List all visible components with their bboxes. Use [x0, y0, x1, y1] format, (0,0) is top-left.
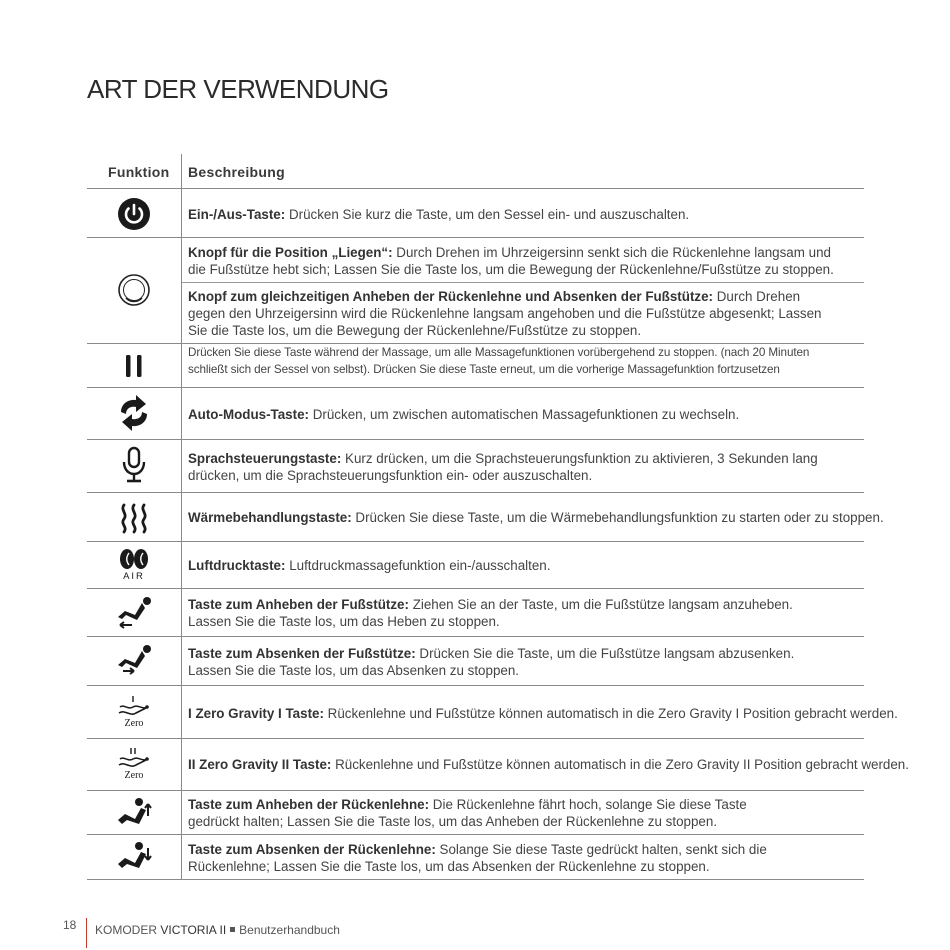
description-text: Drücken Sie diese Taste während der Massage, um alle Massagefunktionen vorübergehend zu stoppen. (nach 20 Minuten: [188, 346, 810, 359]
row-divider: [87, 685, 864, 686]
description-term: Ein-/Aus-Taste:: [188, 207, 286, 222]
row-divider: [182, 282, 864, 283]
description-text: Lassen Sie die Taste los, um das Heben zu stoppen.: [188, 614, 500, 629]
row-divider: [87, 636, 864, 637]
row-divider: [87, 738, 864, 739]
description-text: Drücken Sie die Taste, um die Fußstütze langsam abzusenken.: [415, 646, 795, 661]
description-auto-mode: [188, 406, 739, 423]
zero-gravity-2-icon: [116, 747, 152, 783]
description-text: Kurz drücken, um die Sprachsteuerungsfunktion zu aktivieren, 3 Sekunden lang: [341, 451, 818, 466]
description-footrest-up: [188, 596, 793, 630]
footer: [95, 923, 340, 937]
pause-icon: [124, 354, 144, 378]
description-recline-knob: [188, 244, 834, 278]
description-text: Sie die Taste los, um die Bewegung der Rückenlehne/Fußstütze zu stoppen.: [188, 323, 642, 338]
row-divider: [87, 188, 864, 189]
description-power: [188, 206, 689, 223]
footrest-down-icon: [114, 643, 154, 679]
row-divider: [87, 439, 864, 440]
auto-mode-icon: [115, 394, 153, 432]
description-text: Drücken Sie diese Taste, um die Wärmebehandlungsfunktion zu starten oder zu stoppen.: [351, 510, 884, 525]
description-term: Taste zum Absenken der Fußstütze:: [188, 646, 416, 661]
description-heat: [188, 509, 884, 526]
column-header-function: Funktion: [108, 164, 170, 180]
knob-icon: [117, 273, 151, 307]
row-divider: [87, 492, 864, 493]
description-text: die Fußstütze hebt sich; Lassen Sie die Taste los, um die Bewegung der Rückenlehne/Fußstütze zu stoppen.: [188, 262, 834, 277]
description-term: Taste zum Absenken der Rückenlehne:: [188, 842, 436, 857]
footer-brand: KOMODER: [95, 923, 158, 937]
description-raise-knob: [188, 288, 822, 339]
description-zero-gravity-1: [188, 705, 898, 722]
description-text: Drücken, um zwischen automatischen Massagefunktionen zu wechseln.: [309, 407, 740, 422]
description-text: Rückenlehne; Lassen Sie die Taste los, um das Absenken der Rückenlehne zu stoppen.: [188, 859, 710, 874]
row-divider: [87, 387, 864, 388]
power-icon: [117, 197, 151, 231]
footer-model: VICTORIA II: [160, 923, 227, 937]
column-divider: [181, 154, 182, 880]
description-term: Luftdrucktaste:: [188, 558, 286, 573]
description-term: Auto-Modus-Taste:: [188, 407, 309, 422]
description-voice: [188, 450, 818, 484]
air-icon: [118, 548, 150, 584]
description-backrest-up: [188, 796, 747, 830]
description-text: Luftdruckmassagefunktion ein-/ausschalten.: [285, 558, 551, 573]
description-term: Knopf für die Position „Liegen“:: [188, 245, 393, 260]
description-text: Rückenlehne und Fußstütze können automatisch in die Zero Gravity I Position gebracht werden.: [323, 706, 898, 721]
zero-gravity-1-icon: [116, 695, 152, 731]
description-zero-gravity-2: [188, 756, 909, 773]
description-text: drücken, um die Sprachsteuerungsfunktion ein- oder auszuschalten.: [188, 468, 593, 483]
row-divider: [87, 879, 864, 880]
description-term: Knopf zum gleichzeitigen Anheben der Rückenlehne und Absenken der Fußstütze:: [188, 289, 714, 304]
description-backrest-down: [188, 841, 767, 875]
description-text: Drücken Sie kurz die Taste, um den Sessel ein- und auszuschalten.: [285, 207, 690, 222]
backrest-down-icon: [115, 840, 153, 872]
row-divider: [87, 790, 864, 791]
heat-icon: [118, 502, 150, 534]
description-text: Rückenlehne und Fußstütze können automatisch in die Zero Gravity II Position gebracht werden.: [331, 757, 909, 772]
description-text: gedrückt halten; Lassen Sie die Taste los, um das Anheben der Rückenlehne zu stoppen.: [188, 814, 718, 829]
description-text: Durch Drehen im Uhrzeigersinn senkt sich die Rückenlehne langsam und: [392, 245, 831, 260]
description-text: Lassen Sie die Taste los, um das Absenken zu stoppen.: [188, 663, 520, 678]
air-icon-label: AIR: [123, 571, 145, 582]
row-divider: [87, 541, 864, 542]
row-divider: [87, 237, 864, 238]
description-text: gegen den Uhrzeigersinn wird die Rückenlehne langsam angehoben und die Fußstütze abgesenkt; Lassen: [188, 306, 822, 321]
description-text: Ziehen Sie an der Taste, um die Fußstütze langsam anzuheben.: [408, 597, 793, 612]
footer-doc: Benutzerhandbuch: [239, 923, 340, 937]
description-term: Taste zum Anheben der Fußstütze:: [188, 597, 409, 612]
description-term: Wärmebehandlungstaste:: [188, 510, 352, 525]
description-term: Sprachsteuerungstaste:: [188, 451, 342, 466]
description-text: Die Rückenlehne fährt hoch, solange Sie diese Taste: [429, 797, 747, 812]
description-text: Solange Sie diese Taste gedrückt halten, senkt sich die: [435, 842, 767, 857]
row-divider: [87, 834, 864, 835]
row-divider: [87, 588, 864, 589]
zero-gravity-1-label: Zero: [124, 718, 144, 729]
description-term: I Zero Gravity I Taste:: [188, 706, 324, 721]
microphone-icon: [121, 446, 147, 486]
column-header-description: Beschreibung: [188, 164, 285, 180]
description-term: Taste zum Anheben der Rückenlehne:: [188, 797, 430, 812]
footrest-up-icon: [114, 595, 154, 631]
description-pause: [188, 344, 809, 378]
zero-gravity-2-label: Zero: [124, 770, 144, 781]
description-air: [188, 557, 550, 574]
description-footrest-down: [188, 645, 794, 679]
footer-separator: [230, 927, 235, 932]
description-text: schließt sich der Sessel von selbst). Drücken Sie diese Taste erneut, um die vorherige Massagefunktion fortzusetzen: [188, 363, 780, 376]
page-number: 18: [63, 918, 77, 932]
footer-divider: [86, 918, 87, 948]
backrest-up-icon: [115, 796, 153, 828]
description-term: II Zero Gravity II Taste:: [188, 757, 332, 772]
description-text: Durch Drehen: [713, 289, 801, 304]
page-title: ART DER VERWENDUNG: [87, 74, 389, 104]
